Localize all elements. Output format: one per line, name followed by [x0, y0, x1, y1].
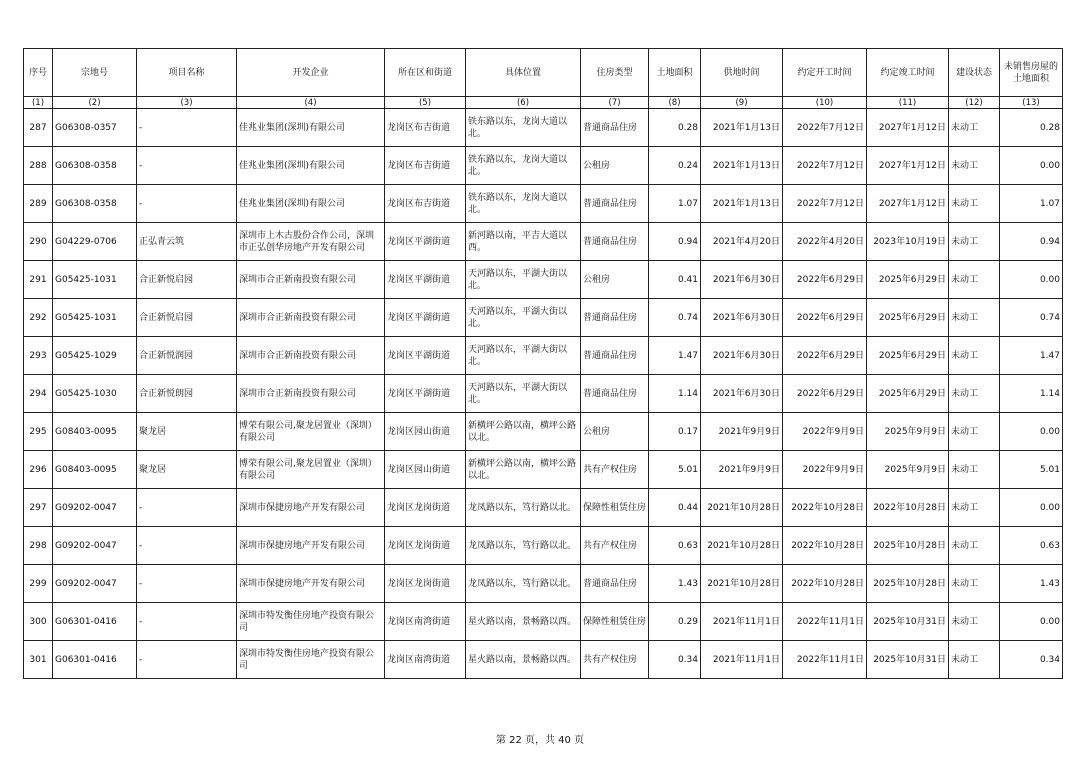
header-completion-date: 约定竣工时间: [867, 49, 949, 97]
cell-supply-date: 2021年9月9日: [701, 413, 783, 451]
cell-location: 铁东路以东，龙岗大道以北。: [466, 109, 581, 147]
table-row: [24, 413, 1063, 451]
cell-status: 未动工: [949, 641, 1000, 679]
cell-developer: 深圳市保捷房地产开发有限公司: [237, 565, 385, 603]
index-cell: (3): [137, 97, 237, 109]
cell-district: 龙岗区园山街道: [385, 413, 466, 451]
cell-status: 未动工: [949, 489, 1000, 527]
cell-status: 未动工: [949, 109, 1000, 147]
cell-completion-date: 2027年1月12日: [867, 147, 949, 185]
cell-completion-date: 2025年6月29日: [867, 337, 949, 375]
table-row: [24, 185, 1063, 223]
cell-developer: 深圳市合正新南投资有限公司: [237, 375, 385, 413]
cell-seq: 298: [24, 527, 53, 565]
index-cell: (11): [867, 97, 949, 109]
cell-parcel-no: G05425-1029: [53, 337, 137, 375]
cell-seq: 296: [24, 451, 53, 489]
cell-location: 铁东路以东，龙岗大道以北。: [466, 147, 581, 185]
cell-location: 星火路以南，景畅路以西。: [466, 603, 581, 641]
cell-land-area: 0.41: [649, 261, 701, 299]
cell-unsold-area: 5.01: [1000, 451, 1063, 489]
cell-seq: 297: [24, 489, 53, 527]
cell-location: 新横坪公路以南，横坪公路以北。: [466, 413, 581, 451]
cell-district: 龙岗区平湖街道: [385, 299, 466, 337]
cell-supply-date: 2021年6月30日: [701, 261, 783, 299]
cell-completion-date: 2025年9月9日: [867, 413, 949, 451]
cell-supply-date: 2021年10月28日: [701, 527, 783, 565]
cell-project-name: -: [137, 185, 237, 223]
cell-housing-type: 普通商品住房: [581, 185, 649, 223]
index-cell: (8): [649, 97, 701, 109]
cell-parcel-no: G06308-0357: [53, 109, 137, 147]
table-row: [24, 489, 1063, 527]
table-row: [24, 603, 1063, 641]
cell-developer: 佳兆业集团(深圳)有限公司: [237, 185, 385, 223]
header-project-name: 项目名称: [137, 49, 237, 97]
cell-project-name: 合正新悦润园: [137, 337, 237, 375]
cell-completion-date: 2025年10月28日: [867, 565, 949, 603]
cell-unsold-area: 0.63: [1000, 527, 1063, 565]
cell-status: 未动工: [949, 147, 1000, 185]
cell-status: 未动工: [949, 527, 1000, 565]
cell-seq: 301: [24, 641, 53, 679]
index-cell: (10): [783, 97, 867, 109]
cell-district: 龙岗区龙岗街道: [385, 565, 466, 603]
header-housing-type: 住房类型: [581, 49, 649, 97]
cell-status: 未动工: [949, 299, 1000, 337]
cell-project-name: 聚龙居: [137, 413, 237, 451]
cell-completion-date: 2025年6月29日: [867, 375, 949, 413]
cell-land-area: 0.94: [649, 223, 701, 261]
cell-developer: 深圳市合正新南投资有限公司: [237, 261, 385, 299]
cell-supply-date: 2021年4月20日: [701, 223, 783, 261]
cell-location: 龙凤路以东，笃行路以北。: [466, 565, 581, 603]
cell-status: 未动工: [949, 565, 1000, 603]
cell-district: 龙岗区平湖街道: [385, 261, 466, 299]
cell-land-area: 0.34: [649, 641, 701, 679]
cell-completion-date: 2025年6月29日: [867, 261, 949, 299]
cell-unsold-area: 0.00: [1000, 147, 1063, 185]
cell-project-name: -: [137, 109, 237, 147]
cell-land-area: 0.24: [649, 147, 701, 185]
cell-developer: 博荣有限公司,聚龙居置业（深圳）有限公司: [237, 413, 385, 451]
table-row: [24, 299, 1063, 337]
cell-status: 未动工: [949, 413, 1000, 451]
cell-supply-date: 2021年11月1日: [701, 641, 783, 679]
page-footer: 第 22 页，共 40 页: [495, 735, 585, 746]
cell-status: 未动工: [949, 375, 1000, 413]
cell-land-area: 1.07: [649, 185, 701, 223]
cell-start-date: 2022年11月1日: [783, 641, 867, 679]
cell-location: 天河路以东，平湖大街以北。: [466, 375, 581, 413]
cell-developer: 深圳市保捷房地产开发有限公司: [237, 527, 385, 565]
cell-parcel-no: G05425-1031: [53, 261, 137, 299]
cell-seq: 292: [24, 299, 53, 337]
table-row: [24, 223, 1063, 261]
table-row: [24, 147, 1063, 185]
cell-seq: 289: [24, 185, 53, 223]
cell-status: 未动工: [949, 451, 1000, 489]
cell-completion-date: 2025年10月28日: [867, 527, 949, 565]
cell-unsold-area: 0.00: [1000, 261, 1063, 299]
cell-start-date: 2022年6月29日: [783, 261, 867, 299]
cell-location: 龙凤路以东，笃行路以北。: [466, 527, 581, 565]
cell-supply-date: 2021年1月13日: [701, 185, 783, 223]
index-cell: (2): [53, 97, 137, 109]
cell-parcel-no: G05425-1031: [53, 299, 137, 337]
cell-start-date: 2022年7月12日: [783, 185, 867, 223]
cell-housing-type: 共有产权住房: [581, 641, 649, 679]
cell-supply-date: 2021年1月13日: [701, 147, 783, 185]
cell-seq: 291: [24, 261, 53, 299]
cell-start-date: 2022年6月29日: [783, 375, 867, 413]
cell-developer: 博荣有限公司,聚龙居置业（深圳）有限公司: [237, 451, 385, 489]
cell-project-name: 合正新悦启园: [137, 261, 237, 299]
index-cell: (1): [24, 97, 53, 109]
cell-seq: 300: [24, 603, 53, 641]
index-cell: (9): [701, 97, 783, 109]
cell-parcel-no: G08403-0095: [53, 413, 137, 451]
cell-district: 龙岗区龙岗街道: [385, 489, 466, 527]
cell-seq: 293: [24, 337, 53, 375]
cell-housing-type: 普通商品住房: [581, 223, 649, 261]
cell-status: 未动工: [949, 337, 1000, 375]
cell-housing-type: 普通商品住房: [581, 375, 649, 413]
cell-developer: 佳兆业集团(深圳)有限公司: [237, 147, 385, 185]
cell-land-area: 1.43: [649, 565, 701, 603]
cell-location: 天河路以东，平湖大街以北。: [466, 337, 581, 375]
table-row: [24, 451, 1063, 489]
cell-completion-date: 2025年9月9日: [867, 451, 949, 489]
cell-housing-type: 公租房: [581, 413, 649, 451]
cell-project-name: 聚龙居: [137, 451, 237, 489]
cell-developer: 深圳市合正新南投资有限公司: [237, 337, 385, 375]
cell-land-area: 1.47: [649, 337, 701, 375]
cell-status: 未动工: [949, 261, 1000, 299]
cell-housing-type: 公租房: [581, 147, 649, 185]
cell-supply-date: 2021年1月13日: [701, 109, 783, 147]
cell-district: 龙岗区平湖街道: [385, 223, 466, 261]
cell-supply-date: 2021年10月28日: [701, 489, 783, 527]
cell-completion-date: 2025年10月31日: [867, 641, 949, 679]
cell-supply-date: 2021年11月1日: [701, 603, 783, 641]
index-cell: (4): [237, 97, 385, 109]
cell-unsold-area: 0.94: [1000, 223, 1063, 261]
cell-unsold-area: 0.28: [1000, 109, 1063, 147]
cell-supply-date: 2021年10月28日: [701, 565, 783, 603]
table-row: [24, 337, 1063, 375]
cell-housing-type: 普通商品住房: [581, 299, 649, 337]
index-cell: (6): [466, 97, 581, 109]
cell-developer: 深圳市特发衡佳房地产投资有限公司: [237, 603, 385, 641]
cell-unsold-area: 0.00: [1000, 603, 1063, 641]
cell-supply-date: 2021年6月30日: [701, 375, 783, 413]
cell-district: 龙岗区平湖街道: [385, 375, 466, 413]
cell-district: 龙岗区布吉街道: [385, 185, 466, 223]
cell-parcel-no: G09202-0047: [53, 565, 137, 603]
cell-housing-type: 保障性租赁住房: [581, 489, 649, 527]
cell-status: 未动工: [949, 223, 1000, 261]
cell-seq: 287: [24, 109, 53, 147]
cell-completion-date: 2025年6月29日: [867, 299, 949, 337]
header-district: 所在区和街道: [385, 49, 466, 97]
cell-housing-type: 普通商品住房: [581, 565, 649, 603]
cell-district: 龙岗区南湾街道: [385, 603, 466, 641]
cell-project-name: 合正新悦启园: [137, 299, 237, 337]
cell-completion-date: 2025年10月31日: [867, 603, 949, 641]
cell-land-area: 5.01: [649, 451, 701, 489]
cell-district: 龙岗区布吉街道: [385, 147, 466, 185]
cell-project-name: -: [137, 527, 237, 565]
header-start-date: 约定开工时间: [783, 49, 867, 97]
cell-parcel-no: G05425-1030: [53, 375, 137, 413]
table-row: [24, 641, 1063, 679]
cell-district: 龙岗区南湾街道: [385, 641, 466, 679]
cell-housing-type: 普通商品住房: [581, 109, 649, 147]
index-cell: (13): [1000, 97, 1063, 109]
cell-completion-date: 2023年10月19日: [867, 223, 949, 261]
cell-parcel-no: G06308-0358: [53, 185, 137, 223]
cell-parcel-no: G06308-0358: [53, 147, 137, 185]
cell-unsold-area: 0.74: [1000, 299, 1063, 337]
cell-start-date: 2022年10月28日: [783, 565, 867, 603]
cell-unsold-area: 0.34: [1000, 641, 1063, 679]
cell-land-area: 0.63: [649, 527, 701, 565]
cell-start-date: 2022年9月9日: [783, 413, 867, 451]
cell-district: 龙岗区布吉街道: [385, 109, 466, 147]
cell-unsold-area: 0.00: [1000, 489, 1063, 527]
cell-housing-type: 共有产权住房: [581, 527, 649, 565]
cell-start-date: 2022年7月12日: [783, 147, 867, 185]
cell-seq: 288: [24, 147, 53, 185]
cell-land-area: 0.17: [649, 413, 701, 451]
cell-location: 新河路以南，平吉大道以西。: [466, 223, 581, 261]
cell-location: 星火路以南，景畅路以西。: [466, 641, 581, 679]
cell-status: 未动工: [949, 603, 1000, 641]
cell-developer: 佳兆业集团(深圳)有限公司: [237, 109, 385, 147]
table-row: [24, 565, 1063, 603]
cell-supply-date: 2021年6月30日: [701, 299, 783, 337]
cell-seq: 295: [24, 413, 53, 451]
cell-project-name: -: [137, 565, 237, 603]
header-seq: 序号: [24, 49, 53, 97]
header-parcel-no: 宗地号: [53, 49, 137, 97]
land-supply-table: [23, 48, 1063, 679]
index-cell: (12): [949, 97, 1000, 109]
index-cell: (5): [385, 97, 466, 109]
cell-unsold-area: 1.14: [1000, 375, 1063, 413]
cell-supply-date: 2021年6月30日: [701, 337, 783, 375]
cell-housing-type: 共有产权住房: [581, 451, 649, 489]
table-row: [24, 375, 1063, 413]
table-row: [24, 261, 1063, 299]
cell-completion-date: 2027年1月12日: [867, 109, 949, 147]
table-body: [24, 109, 1063, 679]
cell-developer: 深圳市上木古股份合作公司，深圳市正弘创华房地产开发有限公司: [237, 223, 385, 261]
cell-developer: 深圳市合正新南投资有限公司: [237, 299, 385, 337]
cell-seq: 290: [24, 223, 53, 261]
cell-start-date: 2022年6月29日: [783, 337, 867, 375]
cell-parcel-no: G06301-0416: [53, 603, 137, 641]
cell-parcel-no: G06301-0416: [53, 641, 137, 679]
cell-project-name: -: [137, 147, 237, 185]
cell-unsold-area: 1.43: [1000, 565, 1063, 603]
cell-land-area: 0.74: [649, 299, 701, 337]
cell-land-area: 0.44: [649, 489, 701, 527]
cell-housing-type: 公租房: [581, 261, 649, 299]
cell-location: 铁东路以东，龙岗大道以北。: [466, 185, 581, 223]
cell-housing-type: 保障性租赁住房: [581, 603, 649, 641]
column-index-row: [24, 97, 1063, 109]
cell-location: 天河路以东，平湖大街以北。: [466, 299, 581, 337]
cell-parcel-no: G04229-0706: [53, 223, 137, 261]
header-supply-date: 供地时间: [701, 49, 783, 97]
cell-completion-date: 2022年10月28日: [867, 489, 949, 527]
cell-start-date: 2022年11月1日: [783, 603, 867, 641]
cell-parcel-no: G09202-0047: [53, 527, 137, 565]
cell-unsold-area: 1.47: [1000, 337, 1063, 375]
cell-district: 龙岗区龙岗街道: [385, 527, 466, 565]
cell-developer: 深圳市特发衡佳房地产投资有限公司: [237, 641, 385, 679]
cell-location: 天河路以东，平湖大街以北。: [466, 261, 581, 299]
cell-parcel-no: G08403-0095: [53, 451, 137, 489]
table-row: [24, 109, 1063, 147]
cell-supply-date: 2021年9月9日: [701, 451, 783, 489]
cell-start-date: 2022年7月12日: [783, 109, 867, 147]
cell-status: 未动工: [949, 185, 1000, 223]
cell-unsold-area: 0.00: [1000, 413, 1063, 451]
cell-seq: 294: [24, 375, 53, 413]
cell-housing-type: 普通商品住房: [581, 337, 649, 375]
index-cell: (7): [581, 97, 649, 109]
cell-project-name: 正弘青云筑: [137, 223, 237, 261]
cell-project-name: -: [137, 489, 237, 527]
cell-start-date: 2022年10月28日: [783, 527, 867, 565]
cell-location: 龙凤路以东，笃行路以北。: [466, 489, 581, 527]
cell-project-name: 合正新悦朗园: [137, 375, 237, 413]
cell-project-name: -: [137, 641, 237, 679]
cell-project-name: -: [137, 603, 237, 641]
header-location: 具体位置: [466, 49, 581, 97]
cell-seq: 299: [24, 565, 53, 603]
header-developer: 开发企业: [237, 49, 385, 97]
cell-start-date: 2022年4月20日: [783, 223, 867, 261]
cell-completion-date: 2027年1月12日: [867, 185, 949, 223]
cell-land-area: 0.29: [649, 603, 701, 641]
table-row: [24, 527, 1063, 565]
header-unsold-area: 未销售房屋的土地面积: [1000, 49, 1063, 97]
header-status: 建设状态: [949, 49, 1000, 97]
cell-district: 龙岗区平湖街道: [385, 337, 466, 375]
cell-start-date: 2022年9月9日: [783, 451, 867, 489]
header-row: [24, 49, 1063, 97]
cell-land-area: 1.14: [649, 375, 701, 413]
cell-land-area: 0.28: [649, 109, 701, 147]
cell-developer: 深圳市保捷房地产开发有限公司: [237, 489, 385, 527]
cell-location: 新横坪公路以南，横坪公路以北。: [466, 451, 581, 489]
cell-start-date: 2022年10月28日: [783, 489, 867, 527]
cell-start-date: 2022年6月29日: [783, 299, 867, 337]
cell-unsold-area: 1.07: [1000, 185, 1063, 223]
cell-district: 龙岗区园山街道: [385, 451, 466, 489]
cell-parcel-no: G09202-0047: [53, 489, 137, 527]
header-land-area: 土地面积: [649, 49, 701, 97]
